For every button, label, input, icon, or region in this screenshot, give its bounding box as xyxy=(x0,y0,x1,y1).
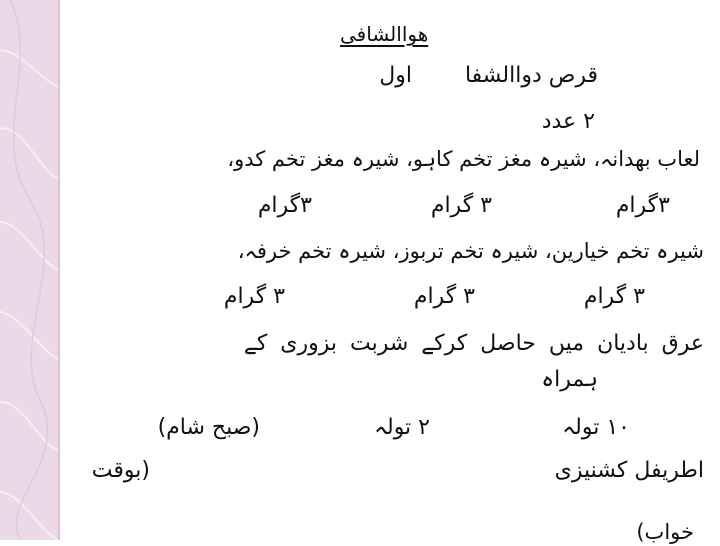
grams-2-c: ۳ گرام xyxy=(223,284,285,309)
khwab-text: خواب) xyxy=(636,520,694,544)
itrifal-time: (بوقت xyxy=(91,458,150,483)
sharbat-line-2: ہمراہ xyxy=(541,367,598,392)
wave-pattern xyxy=(0,0,58,540)
count-text: ۲ عدد xyxy=(541,109,595,134)
prescription-slide xyxy=(60,0,720,544)
qurs-name: قرص دواالشفا xyxy=(464,63,598,88)
grams-1-b: ۳ گرام xyxy=(430,193,492,218)
grams-2-a: ۳ گرام xyxy=(583,284,645,309)
grams-2-b: ۳ گرام xyxy=(413,284,475,309)
itrifal-name: اطریفل کشنیزی xyxy=(554,458,704,483)
grams-1-c: ۳گرام xyxy=(257,193,312,218)
tola-b: ۲ تولہ xyxy=(374,415,430,440)
tola-a: ۱۰ تولہ xyxy=(562,415,630,440)
prescription-title: هواالشافی xyxy=(340,22,429,46)
qurs-dose: اول xyxy=(379,63,412,88)
tola-time: (صبح شام) xyxy=(157,415,260,440)
ingredients-line-1: لعاب بهدانہ، شیرہ مغز تخم کاہو، شیرہ مغز تخم کدو، xyxy=(227,147,700,171)
sharbat-line-1: عرق بادیان میں حاصل کرکے شربت بزوری کے xyxy=(243,331,704,356)
grams-1-a: ۳گرام xyxy=(615,193,670,218)
decorative-side-strip xyxy=(0,0,58,540)
ingredients-line-2: شیرہ تخم خیارین، شیرہ تخم تربوز، شیرہ تخم خرفہ، xyxy=(237,239,704,263)
